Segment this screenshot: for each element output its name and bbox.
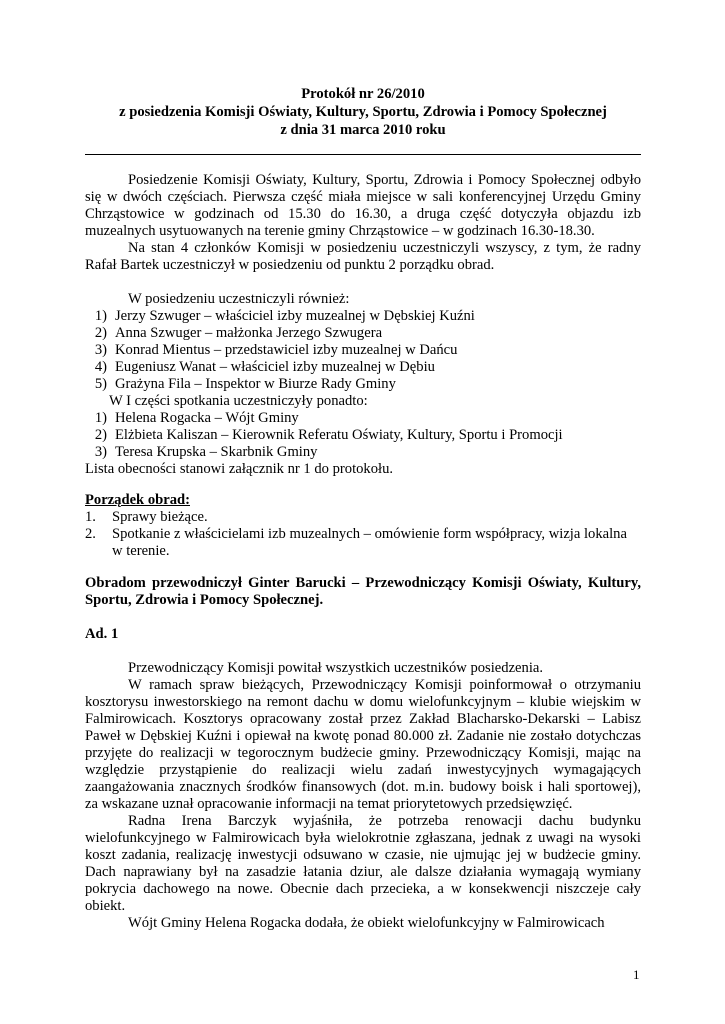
participants-list-part-1 — [85, 410, 641, 461]
ad1-paragraph-1: Przewodniczący Komisji powitał wszystkich uczestników posiedzenia. — [128, 660, 544, 676]
ad1-paragraph-3: Radna Irena Barczyk wyjaśniła, że potrzeba renowacji dachu budynku wielofunkcyjnego w Falmirowicach była wielokrotnie zgłaszana, jednak z uwagi na wysoki koszt zadania, realizację inwestycji odsuwano w czasie, nie ujmując jej w budżecie gminy. Dach naprawiany był na zasadzie łatania dziur, ale dalsze działania wymagają wymiany pokrycia dachowego na nowe. Obecnie dach przecieka, a w konsekwencji niszczeje cały obiekt. — [85, 813, 641, 914]
list-item: 5) Grażyna Fila – Inspektor w Biurze Rady Gminy — [94, 376, 396, 392]
participants-intro-part-1: W I części spotkania uczestniczyły ponadto: — [109, 393, 368, 409]
meeting-date: z dnia 31 marca 2010 roku — [280, 122, 446, 138]
chair-section — [85, 575, 641, 609]
ad1-body — [85, 660, 641, 932]
ad1-heading: Ad. 1 — [85, 626, 119, 642]
agenda-heading: Porządek obrad: — [85, 492, 190, 508]
participants-list — [85, 308, 641, 393]
intro-paragraph-1: Posiedzenie Komisji Oświaty, Kultury, Sportu, Zdrowia i Pomocy Społecznej odbyło się w dwóch częściach. Pierwsza część miała miejsce w sali konferencyjnej Urzędu Gminy Chrząstowice w godzinach od 15.30 do 16.30, a druga część dotyczyła objazdu izb muzealnych usytuowanych na terenie gminy Chrząstowice – w godzinach 16.30-18.30. — [85, 172, 641, 239]
participants-intro: W posiedzeniu uczestniczyli również: — [128, 291, 350, 307]
meeting-title: z posiedzenia Komisji Oświaty, Kultury, Sportu, Zdrowia i Pomocy Społecznej — [119, 104, 607, 120]
document-header — [85, 86, 641, 140]
list-item: 3) Teresa Krupska – Skarbnik Gminy — [94, 444, 318, 460]
participants-section — [85, 291, 641, 478]
header-divider — [85, 154, 641, 155]
list-item: 4) Eugeniusz Wanat – właściciel izby muzealnej w Dębiu — [94, 359, 435, 375]
chair-statement: Obradom przewodniczył Ginter Barucki – Przewodniczący Komisji Oświaty, Kultury, Sportu, Zdrowia i Pomocy Społecznej. — [85, 575, 641, 608]
agenda-item: 1. Sprawy bieżące. — [85, 509, 208, 525]
list-item: 2) Anna Szwuger – małżonka Jerzego Szwugera — [94, 325, 383, 341]
ad1-section — [85, 626, 641, 643]
ad1-paragraph-4: Wójt Gminy Helena Rogacka dodała, że obiekt wielofunkcyjny w Falmirowicach — [128, 915, 605, 931]
attendance-note: Lista obecności stanowi załącznik nr 1 do protokołu. — [85, 461, 394, 477]
list-item: 2) Elżbieta Kaliszan – Kierownik Referatu Oświaty, Kultury, Sportu i Promocji — [94, 427, 563, 443]
agenda-item: 2. Spotkanie z właścicielami izb muzealnych – omówienie form współpracy, wizja lokalna w terenie. — [85, 526, 627, 559]
protocol-number: Protokół nr 26/2010 — [301, 86, 425, 102]
ad1-paragraph-2: W ramach spraw bieżących, Przewodniczący Komisji poinformował o otrzymaniu kosztorysu inwestorskiego na remont dachu w domu wielofunkcyjnym – klubie wiejskim w Falmirowicach. Kosztorys opracowany został przez Zakład Blacharsko-Dekarski – Labisz Paweł w Dębskiej Kuźni i opiewał na kwotę ponad 80.000 zł. Zadanie nie zostało dotychczas przyjęte do realizacji w tegorocznym budżecie gminy. Przewodniczący Komisji, mając na względzie przystąpienie do realizacji wielu zadań inwestycyjnych wymagających zaangażowania znacznych środków finansowych (dot. m.in. budowy boisk i hali sportowej), za wskazane uznał opracowanie informacji na temat priorytetowych przedsięwzięć. — [85, 677, 641, 812]
list-item: 3) Konrad Mientus – przedstawiciel izby muzealnej w Dańcu — [94, 342, 458, 358]
agenda-section — [85, 492, 641, 560]
page-number: 1 — [633, 967, 640, 982]
intro-section — [85, 172, 641, 274]
intro-paragraph-2: Na stan 4 członków Komisji w posiedzeniu uczestniczyli wszyscy, z tym, że radny Rafał Bartek uczestniczył w posiedzeniu od punktu 2 porządku obrad. — [85, 240, 641, 273]
list-item: 1) Helena Rogacka – Wójt Gminy — [94, 410, 299, 426]
list-item: 1) Jerzy Szwuger – właściciel izby muzealnej w Dębskiej Kuźni — [94, 308, 475, 324]
